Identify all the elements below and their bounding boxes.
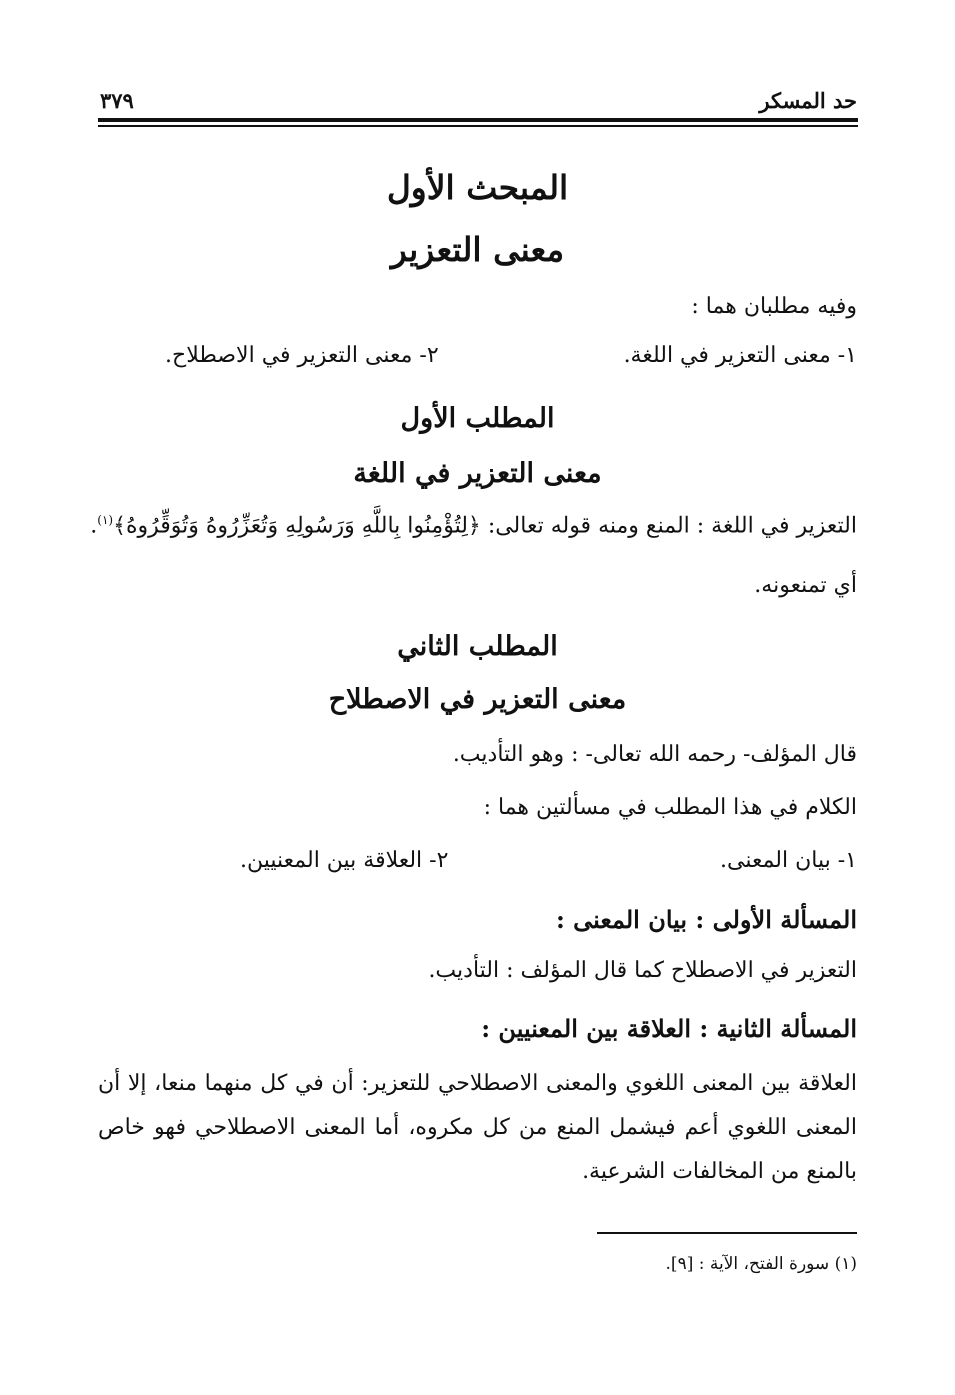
footnote-ref: (١) xyxy=(97,513,114,527)
footnote: (١) سورة الفتح، الآية : [٩]. xyxy=(665,1254,857,1274)
part2-subtitle: معنى التعزير في الاصطلاح xyxy=(328,684,627,715)
part1-line2: أي تمنعونه. xyxy=(754,573,857,598)
part2-line2: الكلام في هذا المطلب في مسألتين هما : xyxy=(483,795,857,820)
part1-title: المطلب الأول xyxy=(400,403,555,434)
issue2-title: المسألة الثانية : العلاقة بين المعنيين : xyxy=(481,1014,857,1043)
part1-definition xyxy=(90,513,857,539)
quran-verse: ﴿لِتُؤْمِنُوا بِاللَّهِ وَرَسُولِهِ وَتُعَزِّرُوهُ وَتُوَقِّرُوهُ﴾ xyxy=(113,513,481,539)
running-title: حد المسكر xyxy=(759,88,857,113)
issue1-text: التعزير في الاصطلاح كما قال المؤلف : التأديب. xyxy=(428,958,857,983)
header-rule-thick xyxy=(98,118,858,122)
section-title: المبحث الأول xyxy=(386,168,569,207)
header-rule-thin xyxy=(98,125,858,127)
intro-item-1: ١- معنى التعزير في اللغة. xyxy=(623,343,857,368)
part2-item-2: ٢- العلاقة بين المعنيين. xyxy=(240,848,449,873)
definition-text: التعزير في اللغة : المنع ومنه قوله تعالى: xyxy=(487,513,857,539)
intro-item-2: ٢- معنى التعزير في الاصطلاح. xyxy=(165,343,439,368)
intro-line: وفيه مطلبان هما : xyxy=(691,294,857,319)
issue1-title: المسألة الأولى : بيان المعنى : xyxy=(555,905,857,934)
footnote-rule xyxy=(597,1232,857,1234)
part2-title: المطلب الثاني xyxy=(397,631,558,662)
section-subtitle: معنى التعزير xyxy=(390,230,565,269)
definition-end: . xyxy=(90,513,98,539)
part2-item-1: ١- بيان المعنى. xyxy=(720,848,857,873)
part2-line1: قال المؤلف- رحمه الله تعالى- : وهو التأديب. xyxy=(452,742,857,767)
part1-subtitle: معنى التعزير في اللغة xyxy=(353,458,602,489)
page-number: ٣٧٩ xyxy=(100,88,134,113)
issue2-text: العلاقة بين المعنى اللغوي والمعنى الاصطلاحي للتعزير: أن في كل منهما منعا، إلا أن المعنى اللغوي أعم فيشمل المنع من كل مكروه، أما المعنى الاصطلاحي فهو خاص بالمنع من المخالفات الشرعية. xyxy=(98,1071,857,1184)
